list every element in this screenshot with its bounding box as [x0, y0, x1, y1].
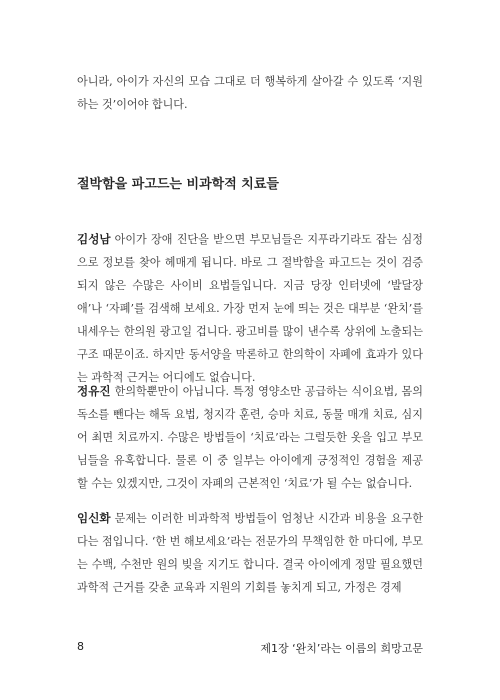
section-heading: 절박함을 파고드는 비과학적 치료들: [77, 177, 279, 192]
dialogue-paragraph: [77, 380, 423, 495]
running-title: 제1장 ‘완치’라는 이름의 희망고문: [260, 642, 423, 655]
dialogue-text: 아이가 장애 진단을 받으면 부모님들은 지푸라기라도 잡는 심정으로 정보를 찾아 헤매게 됩니다. 바로 그 절박함을 파고드는 것이 검증되지 않은 수많은 사이비 요법들입니다. 지금 당장 인터넷에 ‘발달장애’나 ‘자폐’를 검색해 보세요. 가장 먼저 눈에 띄는 것은 대부분 ‘완치’를 내세우는 한의원 광고일 겁니다. 광고비를 많이 낸수록 상위에 노출되는 구조 때문이죠. 하지만 동서양을 막론하고 한의학이 자폐에 효과가 있다는 과학적 근거는 어디에도 없습니다.: [77, 233, 423, 384]
dialogue-text: 한의학뿐만이 아닙니다. 특정 영양소만 공급하는 식이요법, 몸의 독소를 뺀다는 해독 요법, 청지각 훈련, 승마 치료, 동물 매개 치료, 심지어 최면 치료까지. 수많은 방법들이 ‘치료’라는 그럴듯한 옷을 입고 부모님들을 유혹합니다. 물론 이 중 일부는 아이에게 긍정적인 경험을 제공할 수는 있겠지만, 그것이 자폐의 근본적인 ‘치료’가 될 수는 없습니다.: [77, 385, 423, 490]
dialogue-paragraph: [77, 228, 423, 389]
speaker-name: 김성남: [77, 232, 111, 246]
page-number: 8: [77, 640, 84, 653]
dialogue-text: 문제는 이러한 비과학적 방법들이 엄청난 시간과 비용을 요구한다는 점입니다. ‘한 번 해보세요’라는 전문가의 무책임한 한 마디에, 부모는 수백, 수천만 원의 빚을 지기도 합니다. 결국 아이에게 정말 필요했던 과학적 근거를 갖춘 교육과 지원의 기회를 놓치게 되고, 가정은 경제: [77, 512, 423, 594]
intro-paragraph: 아니라, 아이가 자신의 모습 그대로 더 행복하게 살아갈 수 있도록 ‘지원하는 것’이어야 합니다.: [77, 75, 423, 111]
dialogue-paragraph: [77, 507, 423, 599]
speaker-name: 임신화: [77, 511, 111, 525]
speaker-name: 정유진: [77, 384, 111, 398]
